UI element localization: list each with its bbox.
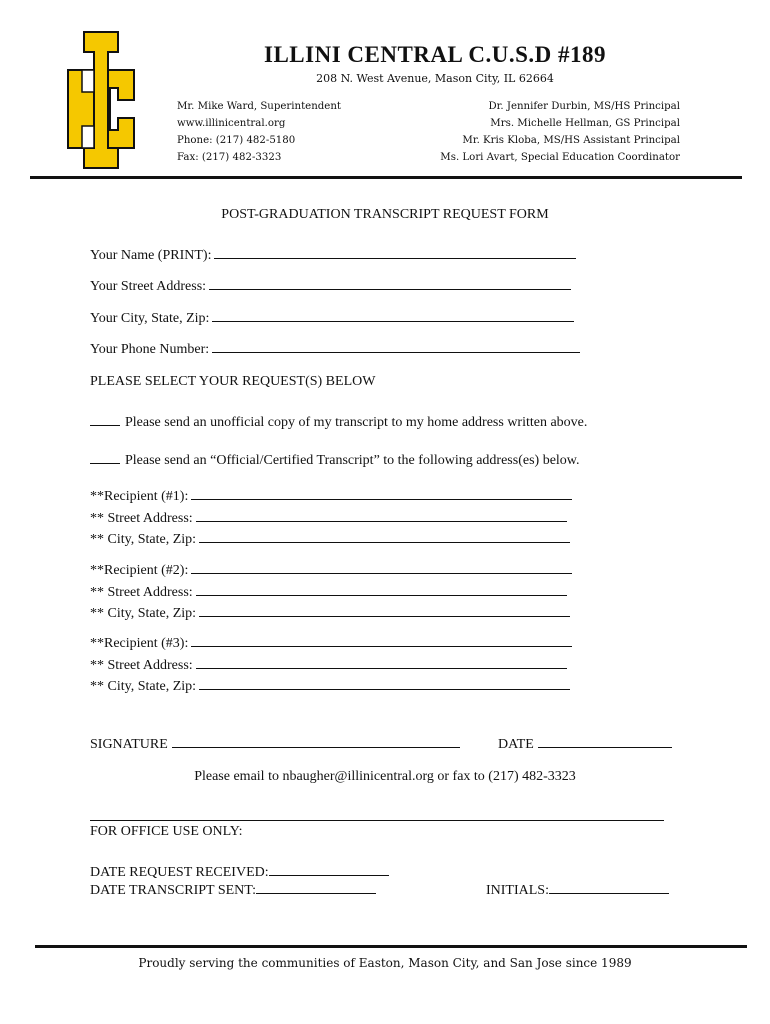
option-official-text: Please send an “Official/Certified Transcript” to the following address(es) below.	[125, 453, 580, 468]
phone-line[interactable]	[212, 338, 580, 353]
email-note: Please email to nbaugher@illinicentral.org or fax to (217) 482-3323	[194, 769, 576, 784]
recipient-label: **Recipient (#1):	[90, 489, 189, 504]
header-left-contacts	[177, 98, 341, 166]
signature-label: SIGNATURE	[90, 737, 168, 752]
date-sent-label: DATE TRANSCRIPT SENT:	[90, 883, 257, 898]
street-line[interactable]	[209, 275, 571, 290]
recipient-city-line[interactable]	[199, 602, 570, 617]
recipient-line[interactable]	[191, 485, 572, 500]
option-unofficial	[90, 411, 587, 431]
recipient-city-label: ** City, State, Zip:	[90, 679, 197, 694]
recipient-city-label: ** City, State, Zip:	[90, 532, 197, 547]
header-divider	[30, 176, 742, 179]
footer-tagline: Proudly serving the communities of Easton, Mason City, and San Jose since 1989	[138, 956, 632, 970]
recipient-city-line[interactable]	[199, 528, 570, 543]
signature-field	[90, 733, 460, 753]
office-divider	[90, 820, 664, 821]
recipient-block-2	[90, 559, 572, 624]
initials-label: INITIALS:	[486, 883, 549, 898]
footer-divider	[35, 945, 747, 948]
option-official	[90, 449, 580, 469]
recipient-label: **Recipient (#2):	[90, 563, 189, 578]
recipient-block-1	[90, 485, 572, 550]
recipient-block-3	[90, 632, 572, 697]
city-line[interactable]	[212, 307, 574, 322]
date-field	[498, 733, 672, 753]
date-sent-line[interactable]	[256, 879, 376, 894]
initials-line[interactable]	[549, 879, 669, 894]
school-name: ILLINI CENTRAL C.U.S.D #189	[264, 42, 606, 67]
signature-line[interactable]	[172, 733, 460, 748]
staff-line-2: Mrs. Michelle Hellman, GS Principal	[490, 118, 680, 129]
recipient-line[interactable]	[191, 632, 572, 647]
recipient-street-line[interactable]	[196, 654, 567, 669]
recipient-street-label: ** Street Address:	[90, 510, 193, 526]
phone-field	[90, 338, 580, 358]
staff-line-3: Mr. Kris Kloba, MS/HS Assistant Principal	[462, 135, 680, 146]
street-field	[90, 275, 571, 295]
option-unofficial-text: Please send an unofficial copy of my transcript to my home address written above.	[125, 415, 588, 430]
city-field	[90, 307, 574, 327]
phone-label: Your Phone Number:	[90, 342, 210, 357]
date-received-line[interactable]	[269, 861, 389, 876]
recipient-city-label: ** City, State, Zip:	[90, 606, 197, 621]
name-line[interactable]	[214, 244, 576, 259]
date-sent-field	[90, 879, 376, 899]
name-field	[90, 244, 576, 264]
date-received-field	[90, 861, 389, 881]
name-label: Your Name (PRINT):	[90, 248, 212, 263]
form-title: POST-GRADUATION TRANSCRIPT REQUEST FORM	[221, 207, 549, 222]
select-heading: PLEASE SELECT YOUR REQUEST(S) BELOW	[90, 374, 376, 389]
office-use-heading: FOR OFFICE USE ONLY:	[90, 824, 243, 839]
recipient-city-line[interactable]	[199, 675, 570, 690]
school-address: 208 N. West Avenue, Mason City, IL 62664	[316, 72, 554, 85]
recipient-label: **Recipient (#3):	[90, 636, 189, 651]
street-label: Your Street Address:	[90, 279, 207, 294]
city-label: Your City, State, Zip:	[90, 311, 210, 326]
recipient-line[interactable]	[191, 559, 572, 574]
recipient-street-line[interactable]	[196, 581, 567, 596]
staff-line-1: Dr. Jennifer Durbin, MS/HS Principal	[488, 101, 680, 112]
staff-line-4: Ms. Lori Avart, Special Education Coordinator	[440, 152, 680, 163]
recipient-street-label: ** Street Address:	[90, 657, 193, 673]
website-line[interactable]: www.illinicentral.org	[177, 118, 286, 129]
logo-c-inner-bottom	[82, 126, 94, 148]
date-line[interactable]	[538, 733, 672, 748]
recipient-street-label: ** Street Address:	[90, 584, 193, 600]
date-label: DATE	[498, 737, 534, 752]
option-unofficial-checkline[interactable]	[90, 411, 120, 426]
recipient-street-line[interactable]	[196, 507, 567, 522]
initials-field	[486, 879, 669, 899]
superintendent-line: Mr. Mike Ward, Superintendent	[177, 101, 341, 112]
fax-line: Fax: (217) 482-3323	[177, 152, 282, 163]
header-right-staff	[440, 98, 680, 166]
date-received-label: DATE REQUEST RECEIVED:	[90, 865, 269, 880]
option-official-checkline[interactable]	[90, 449, 120, 464]
phone-line: Phone: (217) 482-5180	[177, 135, 296, 146]
